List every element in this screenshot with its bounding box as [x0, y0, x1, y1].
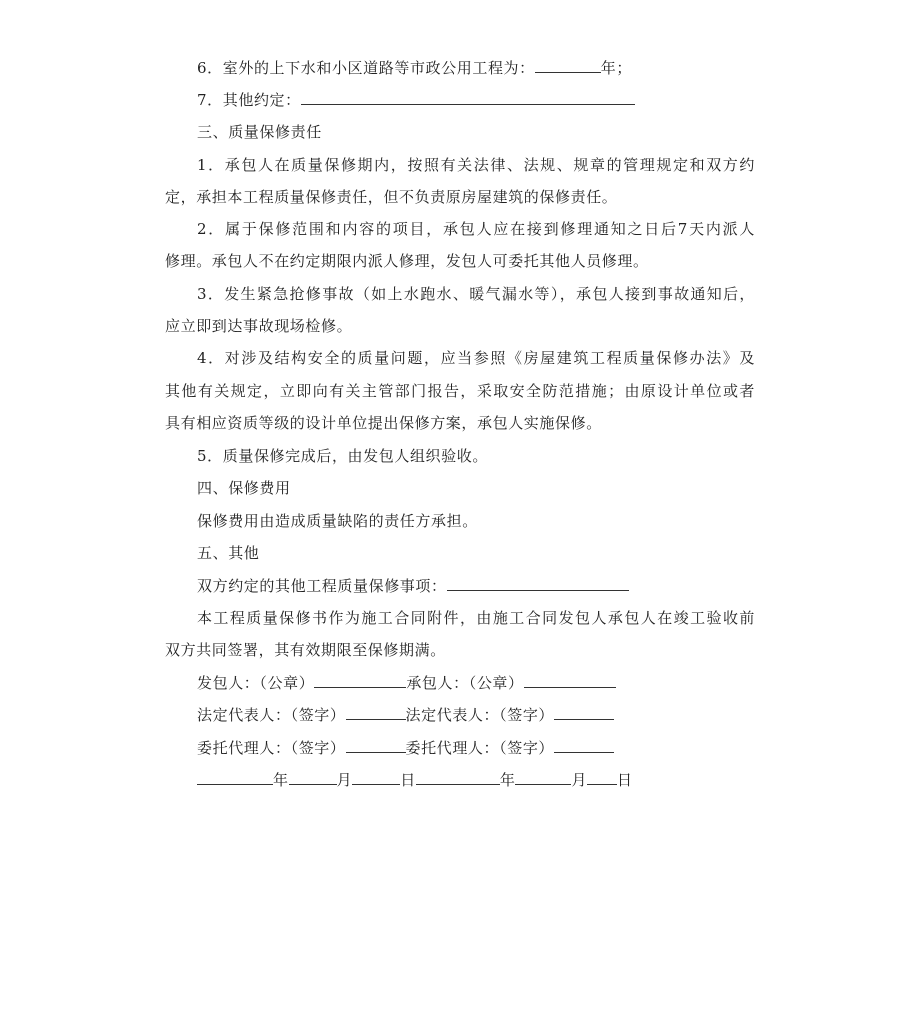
q5: 5．质量保修完成后，由发包人组织验收。 [197, 447, 488, 465]
blank-underline [447, 576, 629, 591]
year-blank-left [197, 770, 273, 785]
q4-line1: 4．对涉及结构安全的质量问题，应当参照《房屋建筑工程质量保修办法》及 [197, 349, 755, 367]
agent-right-label: 委托代理人：（签字） [405, 739, 555, 757]
employer-seal-label: 发包人：（公章） [197, 674, 315, 692]
q3-line1: 3．发生紧急抢修事故（如上水跑水、暖气漏水等），承包人接到事故通知后， [197, 285, 755, 303]
q1-line1: 1．承包人在质量保修期内，按照有关法律、法规、规章的管理规定和双方约 [197, 156, 755, 174]
q2-line1: 2．属于保修范围和内容的项目，承包人应在接到修理通知之日后7天内派人 [197, 220, 755, 238]
contractor-seal-blank [524, 673, 616, 688]
other-items [197, 576, 797, 596]
legal-rep-right-blank [554, 705, 614, 720]
day-label-left: 日 [400, 771, 416, 789]
section-3-heading: 三、质量保修责任 [197, 123, 322, 141]
year-blank-right [416, 770, 500, 785]
q3-line2: 应立即到达事故现场检修。 [165, 317, 353, 335]
legal-rep-right-label: 法定代表人：（签字） [405, 706, 555, 724]
attach-line1: 本工程质量保修书作为施工合同附件，由施工合同发包人承包人在竣工验收前 [197, 609, 755, 627]
agent-left-label: 委托代理人：（签字） [197, 739, 346, 757]
month-blank-right [515, 770, 571, 785]
item-7-text: 7．其他约定： [197, 91, 301, 109]
item-6-suffix: 年； [600, 59, 632, 77]
blank-underline [535, 58, 601, 73]
agent-right-blank [554, 738, 614, 753]
blank-underline [301, 90, 635, 105]
q4-line2: 其他有关规定，立即向有关主管部门报告，采取安全防范措施；由原设计单位或者 [165, 382, 755, 400]
section-4-heading: 四、保修费用 [197, 479, 291, 497]
item-6 [197, 58, 797, 78]
month-blank-left [289, 770, 337, 785]
year-label-right: 年 [499, 771, 516, 789]
agent-row [197, 738, 797, 758]
legal-rep-row [197, 705, 797, 725]
q1-line2: 定，承担本工程质量保修责任，但不负责原房屋建筑的保修责任。 [165, 188, 618, 206]
date-row [197, 770, 797, 790]
section-4-body: 保修费用由造成质量缺陷的责任方承担。 [197, 512, 478, 530]
day-blank-left [352, 770, 400, 785]
employer-seal-blank [314, 673, 406, 688]
contractor-seal-label: 承包人：（公章） [406, 674, 524, 692]
legal-rep-left-blank [346, 705, 406, 720]
q4-line3: 具有相应资质等级的设计单位提出保修方案，承包人实施保修。 [165, 414, 602, 432]
q2-line2: 修理。承包人不在约定期限内派人修理，发包人可委托其他人员修理。 [165, 252, 649, 270]
attach-line2: 双方共同签署，其有效期限至保修期满。 [165, 641, 446, 659]
year-label-left: 年 [273, 771, 289, 789]
agent-left-blank [346, 738, 406, 753]
section-5-heading: 五、其他 [197, 544, 260, 562]
signature-seal-row [197, 673, 797, 693]
month-label-right: 月 [571, 771, 588, 789]
item-7 [197, 90, 797, 110]
day-blank-right [587, 770, 617, 785]
month-label-left: 月 [336, 771, 353, 789]
legal-rep-left-label: 法定代表人：（签字） [197, 706, 346, 724]
item-6-text: 6．室外的上下水和小区道路等市政公用工程为： [197, 59, 535, 77]
day-label-right: 日 [617, 771, 633, 789]
other-items-text: 双方约定的其他工程质量保修事项： [197, 577, 447, 595]
